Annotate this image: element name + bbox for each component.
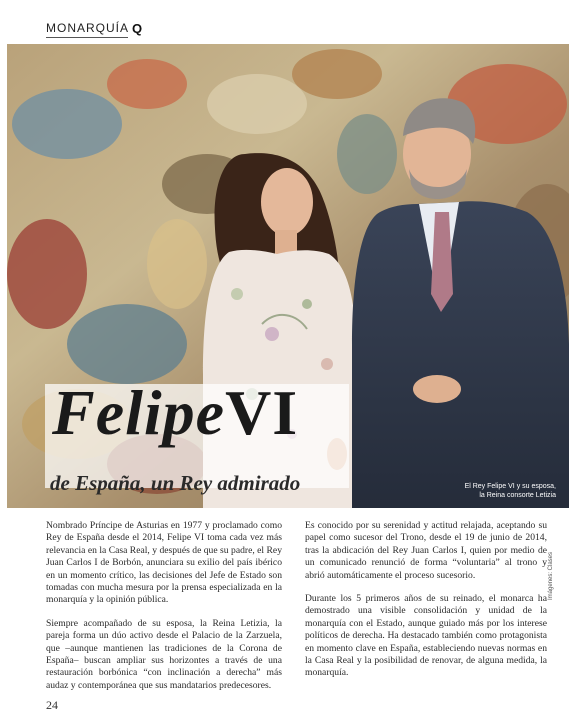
- image-credit: Imágenes: Clases: [548, 551, 554, 600]
- title-name: Felipe: [52, 377, 226, 448]
- q-logo-icon: Q: [132, 20, 144, 36]
- body-column-left: [46, 520, 282, 703]
- paragraph: Durante los 5 primeros años de su reinado, el monarca ha demostrado una visible consolidación y unidad de la monarquía con el Estado, aunque guiado más por los interese políticos de derecha. Ha destacado también como protagonista en momento clave en España, estableciendo nuevas normas en la Casa Real y la posibilidad de renovar, de alguna medida, la monarquía.: [305, 593, 547, 679]
- paragraph: Nombrado Príncipe de Asturias en 1977 y proclamado como Rey de España desde el 2014, Felipe VI toma cada vez más relevancia en la Casa Real, y después de que su padre, el Rey Juan Carlos I de Borbón, anunciara su exilio del país ibérico en un momento crítico, las decisiones del Jefe de Estado son tomadas con mucha mesura por la prensa especializada en la monarquía y la opinión pública.: [46, 520, 282, 606]
- paragraph: Es conocido por su serenidad y actitud relajada, aceptando su papel como sucesor del Trono, desde el 19 de junio de 2014, tras la abdicación del Rey Juan Carlos I, quien por medio de un comunicado renunció de forma “voluntaria” al trono y abrió automáticamente el proceso sucesorio.: [305, 520, 547, 581]
- header-rule: [46, 37, 128, 38]
- paragraph: Siempre acompañado de su esposa, la Reina Letizia, la pareja forma un dúo activo desde el Palacio de la Zarzuela, que –aunque mantienen las tradiciones de la Corona de España– buscan ampliar sus horizontes a través de una restauración borbónica “con inclinación a derecha” más audaz y contemporánea que sus mandatarios predecesores.: [46, 617, 282, 691]
- article-title: [52, 378, 298, 448]
- section-name: MONARQUÍA: [46, 21, 130, 35]
- article-subtitle: de España, un Rey admirado: [50, 471, 301, 495]
- photo-caption: [426, 482, 556, 500]
- section-header: [46, 20, 143, 36]
- page-number: 24: [46, 698, 58, 712]
- caption-line-1: El Rey Felipe VI y su esposa,: [464, 483, 556, 490]
- title-numeral: VI: [225, 377, 299, 448]
- caption-line-2: la Reina consorte Letizia: [479, 492, 556, 499]
- body-column-right: [305, 520, 547, 691]
